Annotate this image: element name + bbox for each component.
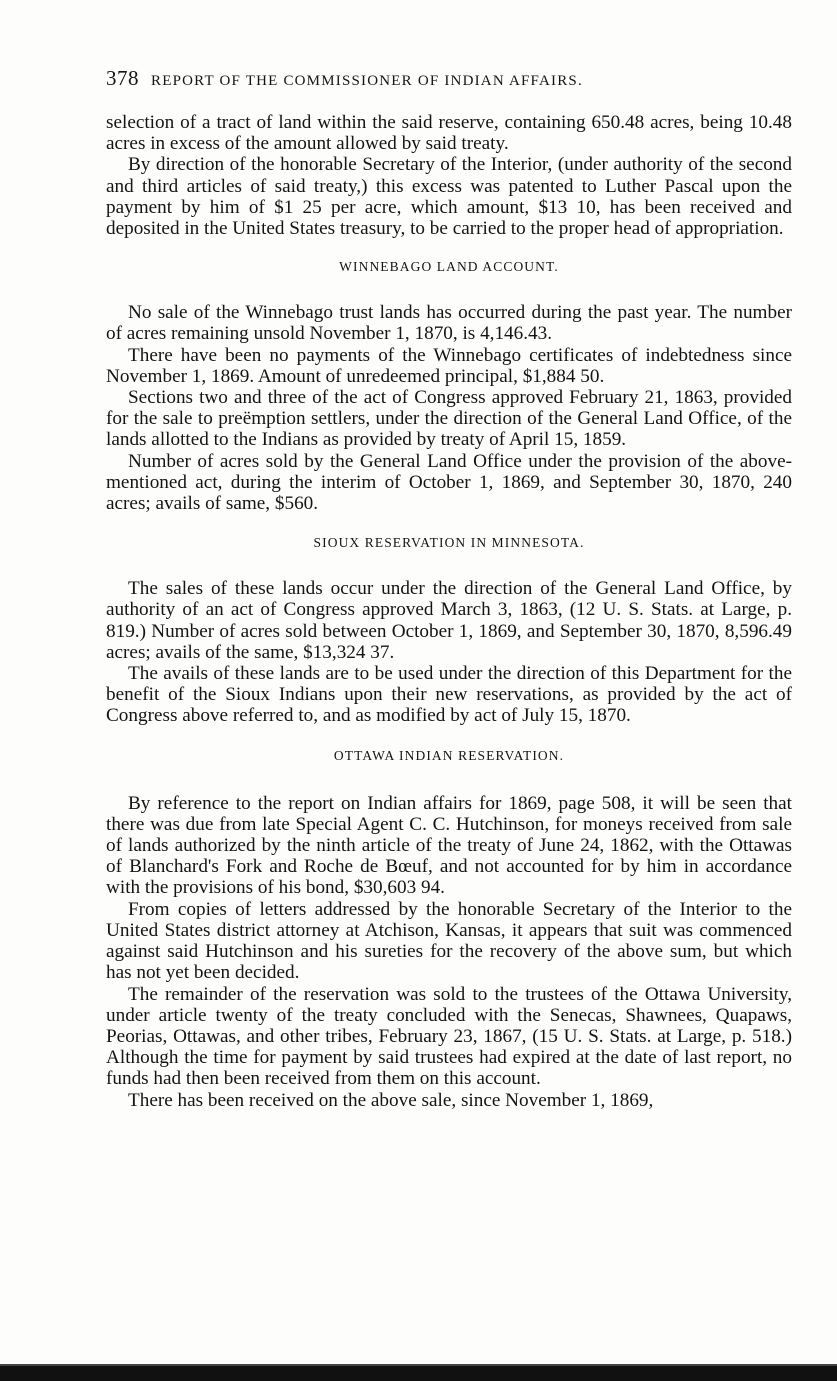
paragraph-ottawa-university: The remainder of the reservation was sold to the trustees of the Ottawa University, under article twenty of the treaty concluded with the Senecas, Shawnees, Quapaws, Peorias, Ottawas, and other tribes, February 23, 1867, (15 U. S. Stats. at Large, p. 518.) Although the time for payment by said trustees had expired at the date of last report, no funds had then been received from them on this account. [106,983,792,1090]
paragraph-ottawa-suit: From copies of letters addressed by the honorable Secretary of the Interior to the United States district attorney at Atchison, Kansas, it appears that suit was commenced against said Hutchinson and his sureties for the recovery of the above sum, but which has not yet been decided. [106,898,792,984]
page-bottom-edge [0,1364,837,1381]
paragraph-excess-patent: By direction of the honorable Secretary of the Interior, (under authority of the second and third articles of said treaty,) this excess was patented to Luther Pascal upon the payment by him of $1 25 per acre, which amount, $13 10, has been received and deposited in the United States treasury, to be carried to the proper head of appropriation. [106,154,792,240]
paragraph-winnebago-certificates: There have been no payments of the Winnebago certificates of indebtedness since November 1, 1869. Amount of unredeemed principal, $1,884 50. [106,344,792,387]
paragraph-sioux-sales: The sales of these lands occur under the direction of the General Land Office, by authority of an act of Congress approved March 3, 1863, (12 U. S. Stats. at Large, p. 819.) Number of acres sold between October 1, 1869, and September 30, 1870, 8,596.49 acres; avails of the same, $13,324 37. [106,578,792,663]
running-head-title: REPORT OF THE COMMISSIONER OF INDIAN AFFAIRS. [151,73,583,89]
paragraph-ottawa-report: By reference to the report on Indian affairs for 1869, page 508, it will be seen that there was due from late Special Agent C. C. Hutchinson, for moneys received from sale of lands authorized by the ninth article of the treaty of June 24, 1862, with the Ottawas of Blanchard's Fork and Roche de Bœuf, and not accounted for by him in accordance with the provisions of his bond, $30,603 94. [106,792,792,899]
paragraph-ottawa-received: There has been received on the above sale, since November 1, 1869, [128,1089,654,1111]
paragraph-sioux-avails: The avails of these lands are to be used under the direction of this Department for the benefit of the Sioux Indians upon their new reservations, as provided by the act of Congress above referred to, and as modified by act of July 15, 1870. [106,663,792,727]
paragraph-winnebago-sales: No sale of the Winnebago trust lands has occurred during the past year. The number of acres remaining unsold November 1, 1870, is 4,146.43. [106,302,792,345]
section-heading-ottawa: OTTAWA INDIAN RESERVATION. [333,747,565,763]
section-heading-sioux: SIOUX RESERVATION IN MINNESOTA. [313,535,585,551]
paragraph-winnebago-act: Sections two and three of the act of Congress approved February 21, 1863, provided for the sale to preëmption settlers, under the direction of the General Land Office, of the lands allotted to the Indians as provided by treaty of April 15, 1859. [106,387,792,451]
page-number: 378 [106,66,139,90]
paragraph-continued: selection of a tract of land within the said reserve, containing 650.48 acres, being 10.48 acres in excess of the amount allowed by said treaty. [106,112,792,155]
paragraph-winnebago-acres-sold: Number of acres sold by the General Land Office under the provision of the above-mentioned act, during the interim of October 1, 1869, and September 30, 1870, 240 acres; avails of same, $560. [106,450,792,515]
running-head [106,66,796,98]
body-text [106,112,792,1111]
section-heading-winnebago: WINNEBAGO LAND ACCOUNT. [339,259,559,275]
